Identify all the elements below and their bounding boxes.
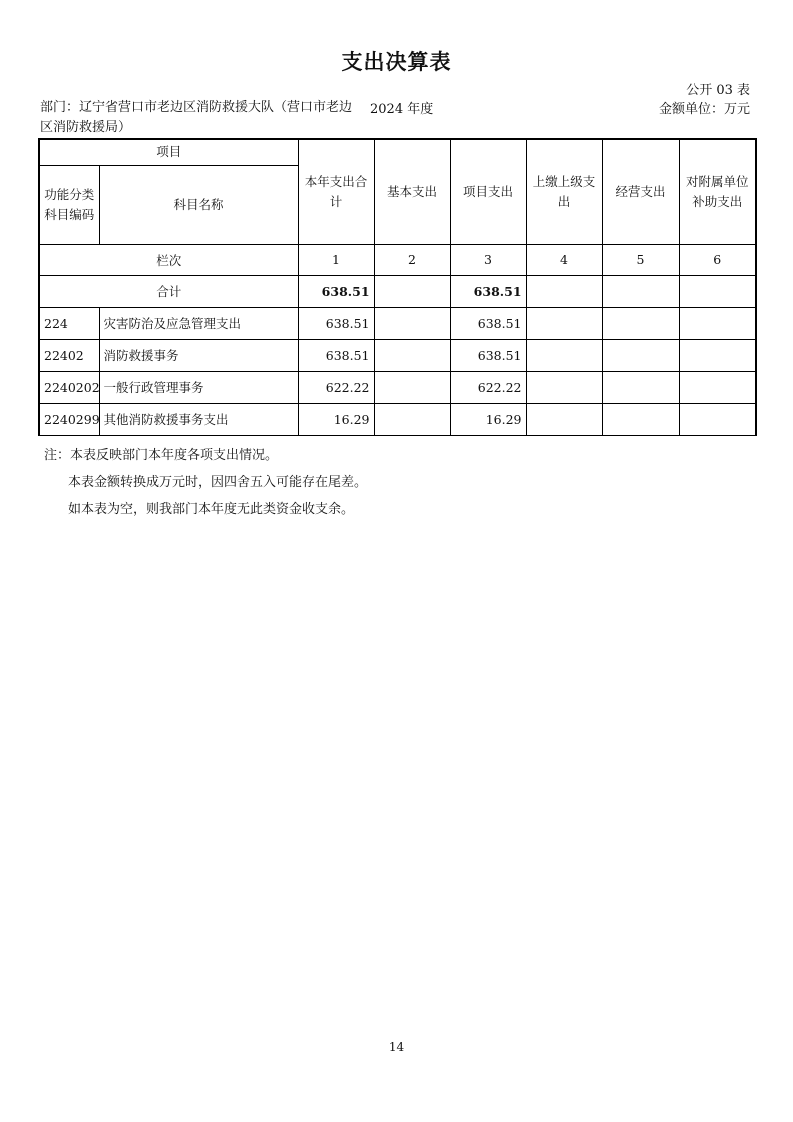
row-col1: 638.51	[298, 339, 374, 371]
row-col3: 638.51	[450, 307, 526, 339]
row-col2	[374, 339, 450, 371]
page-title: 支出决算表	[341, 50, 452, 74]
row-col6	[679, 339, 756, 371]
year-label: 2024 年度	[370, 102, 434, 117]
notes	[44, 442, 367, 523]
col-number-4: 4	[526, 244, 602, 275]
total-col6	[679, 275, 756, 307]
row-name: 其他消防救援事务支出	[99, 403, 298, 435]
unit-label: 金额单位：万元	[658, 102, 750, 117]
expenditure-table	[38, 138, 757, 436]
row-col6	[679, 307, 756, 339]
header-item: 项目	[39, 139, 298, 165]
total-col1: 638.51	[298, 275, 374, 307]
row-name: 消防救援事务	[99, 339, 298, 371]
table-row	[39, 307, 756, 339]
row-col4	[526, 371, 602, 403]
header-code: 功能分类科目编码	[39, 165, 99, 244]
row-col4	[526, 307, 602, 339]
col-number-3: 3	[450, 244, 526, 275]
row-col5	[602, 403, 679, 435]
header-col6: 对附属单位补助支出	[679, 139, 756, 244]
row-code: 22402	[39, 339, 99, 371]
row-col4	[526, 403, 602, 435]
col-number-1: 1	[298, 244, 374, 275]
row-col6	[679, 371, 756, 403]
row-code: 2240299	[39, 403, 99, 435]
header-col3: 项目支出	[450, 139, 526, 244]
row-col1: 622.22	[298, 371, 374, 403]
note-line: 本表金额转换成万元时，因四舍五入可能存在尾差。	[68, 475, 368, 490]
row-col3: 16.29	[450, 403, 526, 435]
total-label: 合计	[39, 275, 298, 307]
row-col3: 638.51	[450, 339, 526, 371]
page-number: 14	[388, 1040, 405, 1054]
table-row	[39, 339, 756, 371]
row-col1: 638.51	[298, 307, 374, 339]
row-col6	[679, 403, 756, 435]
table-number: 公开 03 表	[686, 83, 750, 98]
header-name: 科目名称	[99, 165, 298, 244]
row-col4	[526, 339, 602, 371]
row-col5	[602, 307, 679, 339]
header-col2: 基本支出	[374, 139, 450, 244]
col-number-6: 6	[679, 244, 756, 275]
header-col5: 经营支出	[602, 139, 679, 244]
row-col2	[374, 371, 450, 403]
total-col3: 638.51	[450, 275, 526, 307]
header-col1: 本年支出合计	[298, 139, 374, 244]
row-col2	[374, 403, 450, 435]
row-col1: 16.29	[298, 403, 374, 435]
row-number-label: 栏次	[39, 244, 298, 275]
row-col2	[374, 307, 450, 339]
col-number-5: 5	[602, 244, 679, 275]
row-col5	[602, 339, 679, 371]
table-row	[39, 371, 756, 403]
row-name: 一般行政管理事务	[99, 371, 298, 403]
total-col4	[526, 275, 602, 307]
note-line: 注：本表反映部门本年度各项支出情况。	[44, 448, 279, 463]
col-number-2: 2	[374, 244, 450, 275]
row-code: 224	[39, 307, 99, 339]
row-name: 灾害防治及应急管理支出	[99, 307, 298, 339]
header-col4: 上缴上级支出	[526, 139, 602, 244]
row-code: 2240202	[39, 371, 99, 403]
table-row	[39, 403, 756, 435]
department-label: 部门：辽宁省营口市老边区消防救援大队（营口市老边区消防救援局）	[40, 100, 353, 135]
row-col3: 622.22	[450, 371, 526, 403]
note-line: 如本表为空，则我部门本年度无此类资金收支余。	[68, 502, 355, 517]
total-col5	[602, 275, 679, 307]
row-col5	[602, 371, 679, 403]
total-col2	[374, 275, 450, 307]
